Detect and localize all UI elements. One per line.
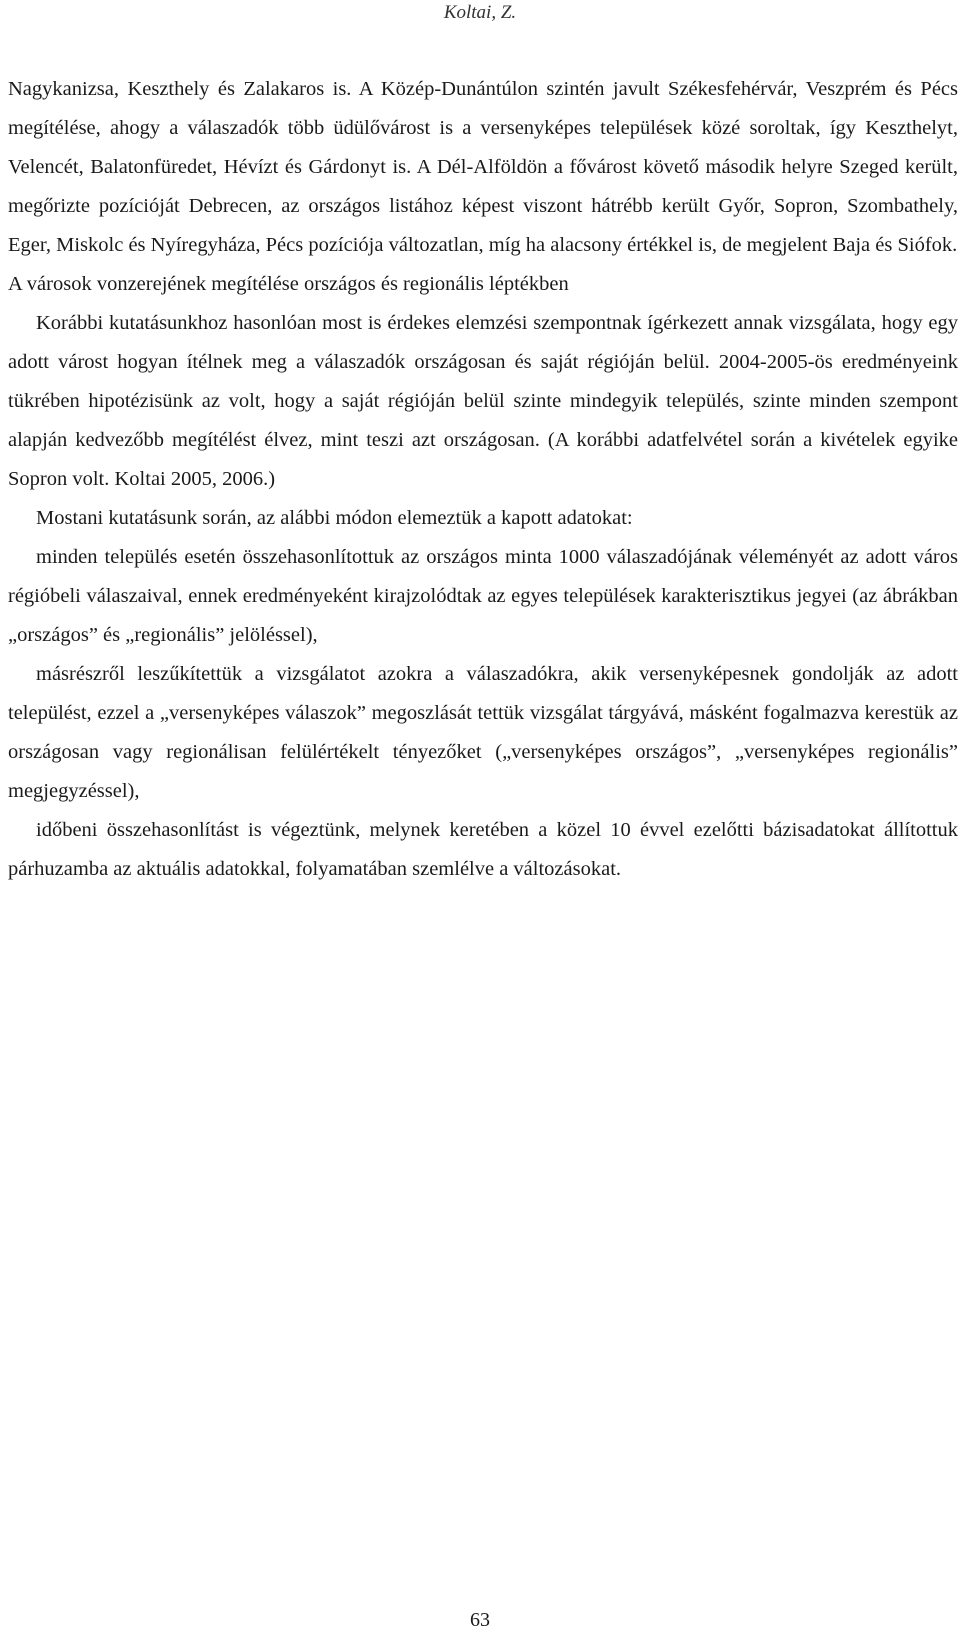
running-header-author: Koltai, Z.	[443, 2, 517, 23]
document-body	[8, 70, 958, 889]
page-number: 63	[470, 1609, 490, 1631]
section-heading: A városok vonzerejének megítélése országos és regionális léptékben	[8, 273, 569, 295]
paragraph-method-national-vs-regional: minden település esetén összehasonlítottuk az országos minta 1000 válaszadójának véleményét az adott város régióbeli válaszaival, ennek eredményeként kirajzolódtak az egyes települések karakterisztikus jegyei (az ábrákban „országos” és „regionális” jelöléssel),	[8, 546, 958, 646]
paragraph-regional-competitiveness: Nagykanizsa, Keszthely és Zalakaros is. A Közép-Dunántúlon szintén javult Székesfehérvár, Veszprém és Pécs megítélése, ahogy a válaszadók több üdülővárost is a versenyképes települések közé soroltak, így Keszthelyt, Velencét, Balatonfüredet, Hévízt és Gárdonyt is. A Dél-Alföldön a fővárost követő második helyre Szeged került, megőrizte pozícióját Debrecen, az országos listához képest viszont hátrébb került Győr, Sopron, Szombathely, Eger, Miskolc és Nyíregyháza, Pécs pozíciója változatlan, míg ha alacsony értékkel is, de megjelent Baja és Siófok.	[8, 78, 958, 256]
paragraph-method-time-comparison: időbeni összehasonlítást is végeztünk, melynek keretében a közel 10 évvel ezelőtti bázisadatokat állítottuk párhuzamba az aktuális adatokkal, folyamatában szemlélve a változásokat.	[8, 819, 958, 880]
paragraph-method-competitive-answers: másrészről leszűkítettük a vizsgálatot azokra a válaszadókra, akik versenyképesnek gondolják az adott települést, ezzel a „versenyképes válaszok” megoszlását tettük vizsgálat tárgyává, másként fogalmazva kerestük az országosan vagy regionálisan felülértékelt tényezőket („versenyképes országos”, „versenyképes regionális” megjegyzéssel),	[8, 663, 958, 802]
paragraph-hypothesis: Korábbi kutatásunkhoz hasonlóan most is érdekes elemzési szempontnak ígérkezett annak vizsgálata, hogy egy adott várost hogyan ítélnek meg a válaszadók országosan és saját régióján belül. 2004-2005-ös eredményeink tükrében hipotézisünk az volt, hogy a saját régióján belül szinte mindegyik település, szinte minden szempont alapján kedvezőbb megítélést élvez, mint teszi azt országosan. (A korábbi adatfelvétel során a kivételek egyike Sopron volt. Koltai 2005, 2006.)	[8, 312, 958, 490]
paragraph-method-intro: Mostani kutatásunk során, az alábbi módon elemeztük a kapott adatokat:	[36, 507, 633, 529]
